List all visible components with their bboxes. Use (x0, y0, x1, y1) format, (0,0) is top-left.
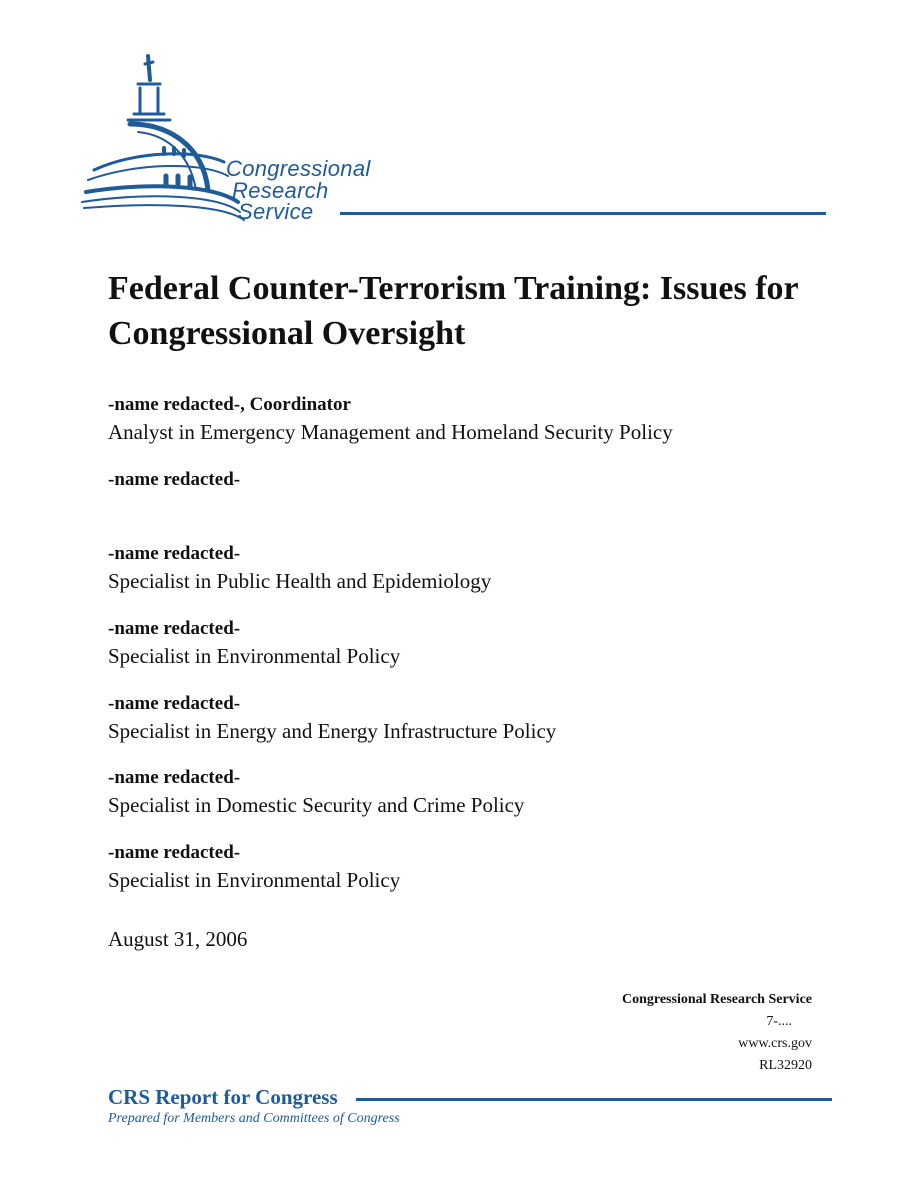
author-block-4 (108, 616, 868, 670)
crs-info-block (492, 989, 812, 1077)
author-name: -name redacted- (108, 693, 241, 714)
author-role: Specialist in Domestic Security and Crime Policy (108, 793, 525, 817)
report-date: August 31, 2006 (108, 927, 248, 951)
logo-text-service: Service (238, 199, 314, 224)
author-block-2 (108, 467, 868, 493)
crs-url: www.crs.gov (738, 1036, 812, 1051)
author-name: -name redacted- (108, 618, 241, 639)
logo-rule-divider (340, 212, 826, 215)
author-role: Specialist in Environmental Policy (108, 644, 401, 668)
author-name: -name redacted-, Coordinator (108, 394, 351, 415)
footer-rule-divider (356, 1098, 832, 1101)
report-title: Federal Counter-Terrorism Training: Issues for Congressional Oversight (108, 270, 799, 352)
author-role: Specialist in Environmental Policy (108, 868, 401, 892)
author-block-3 (108, 541, 868, 595)
crs-report-heading: CRS Report for Congress (108, 1085, 338, 1109)
author-role: Specialist in Energy and Energy Infrastructure Policy (108, 719, 557, 743)
author-block-6 (108, 765, 868, 819)
logo-text-congressional: Congressional (226, 156, 371, 181)
report-number: RL32920 (759, 1058, 812, 1073)
crs-name: Congressional Research Service (621, 992, 812, 1007)
author-name: -name redacted- (108, 543, 241, 564)
author-name: -name redacted- (108, 767, 241, 788)
crs-report-subtitle: Prepared for Members and Committees of Congress (108, 1111, 400, 1126)
author-role: Specialist in Public Health and Epidemiology (108, 569, 492, 593)
author-role: Analyst in Emergency Management and Homeland Security Policy (108, 420, 673, 444)
author-name: -name redacted- (108, 842, 241, 863)
author-block-1 (108, 392, 868, 446)
author-name: -name redacted- (108, 469, 241, 490)
author-block-5 (108, 691, 868, 745)
logo-text-research: Research (232, 178, 329, 203)
order-code: 7-.... (766, 1014, 792, 1029)
author-block-7 (108, 840, 868, 894)
